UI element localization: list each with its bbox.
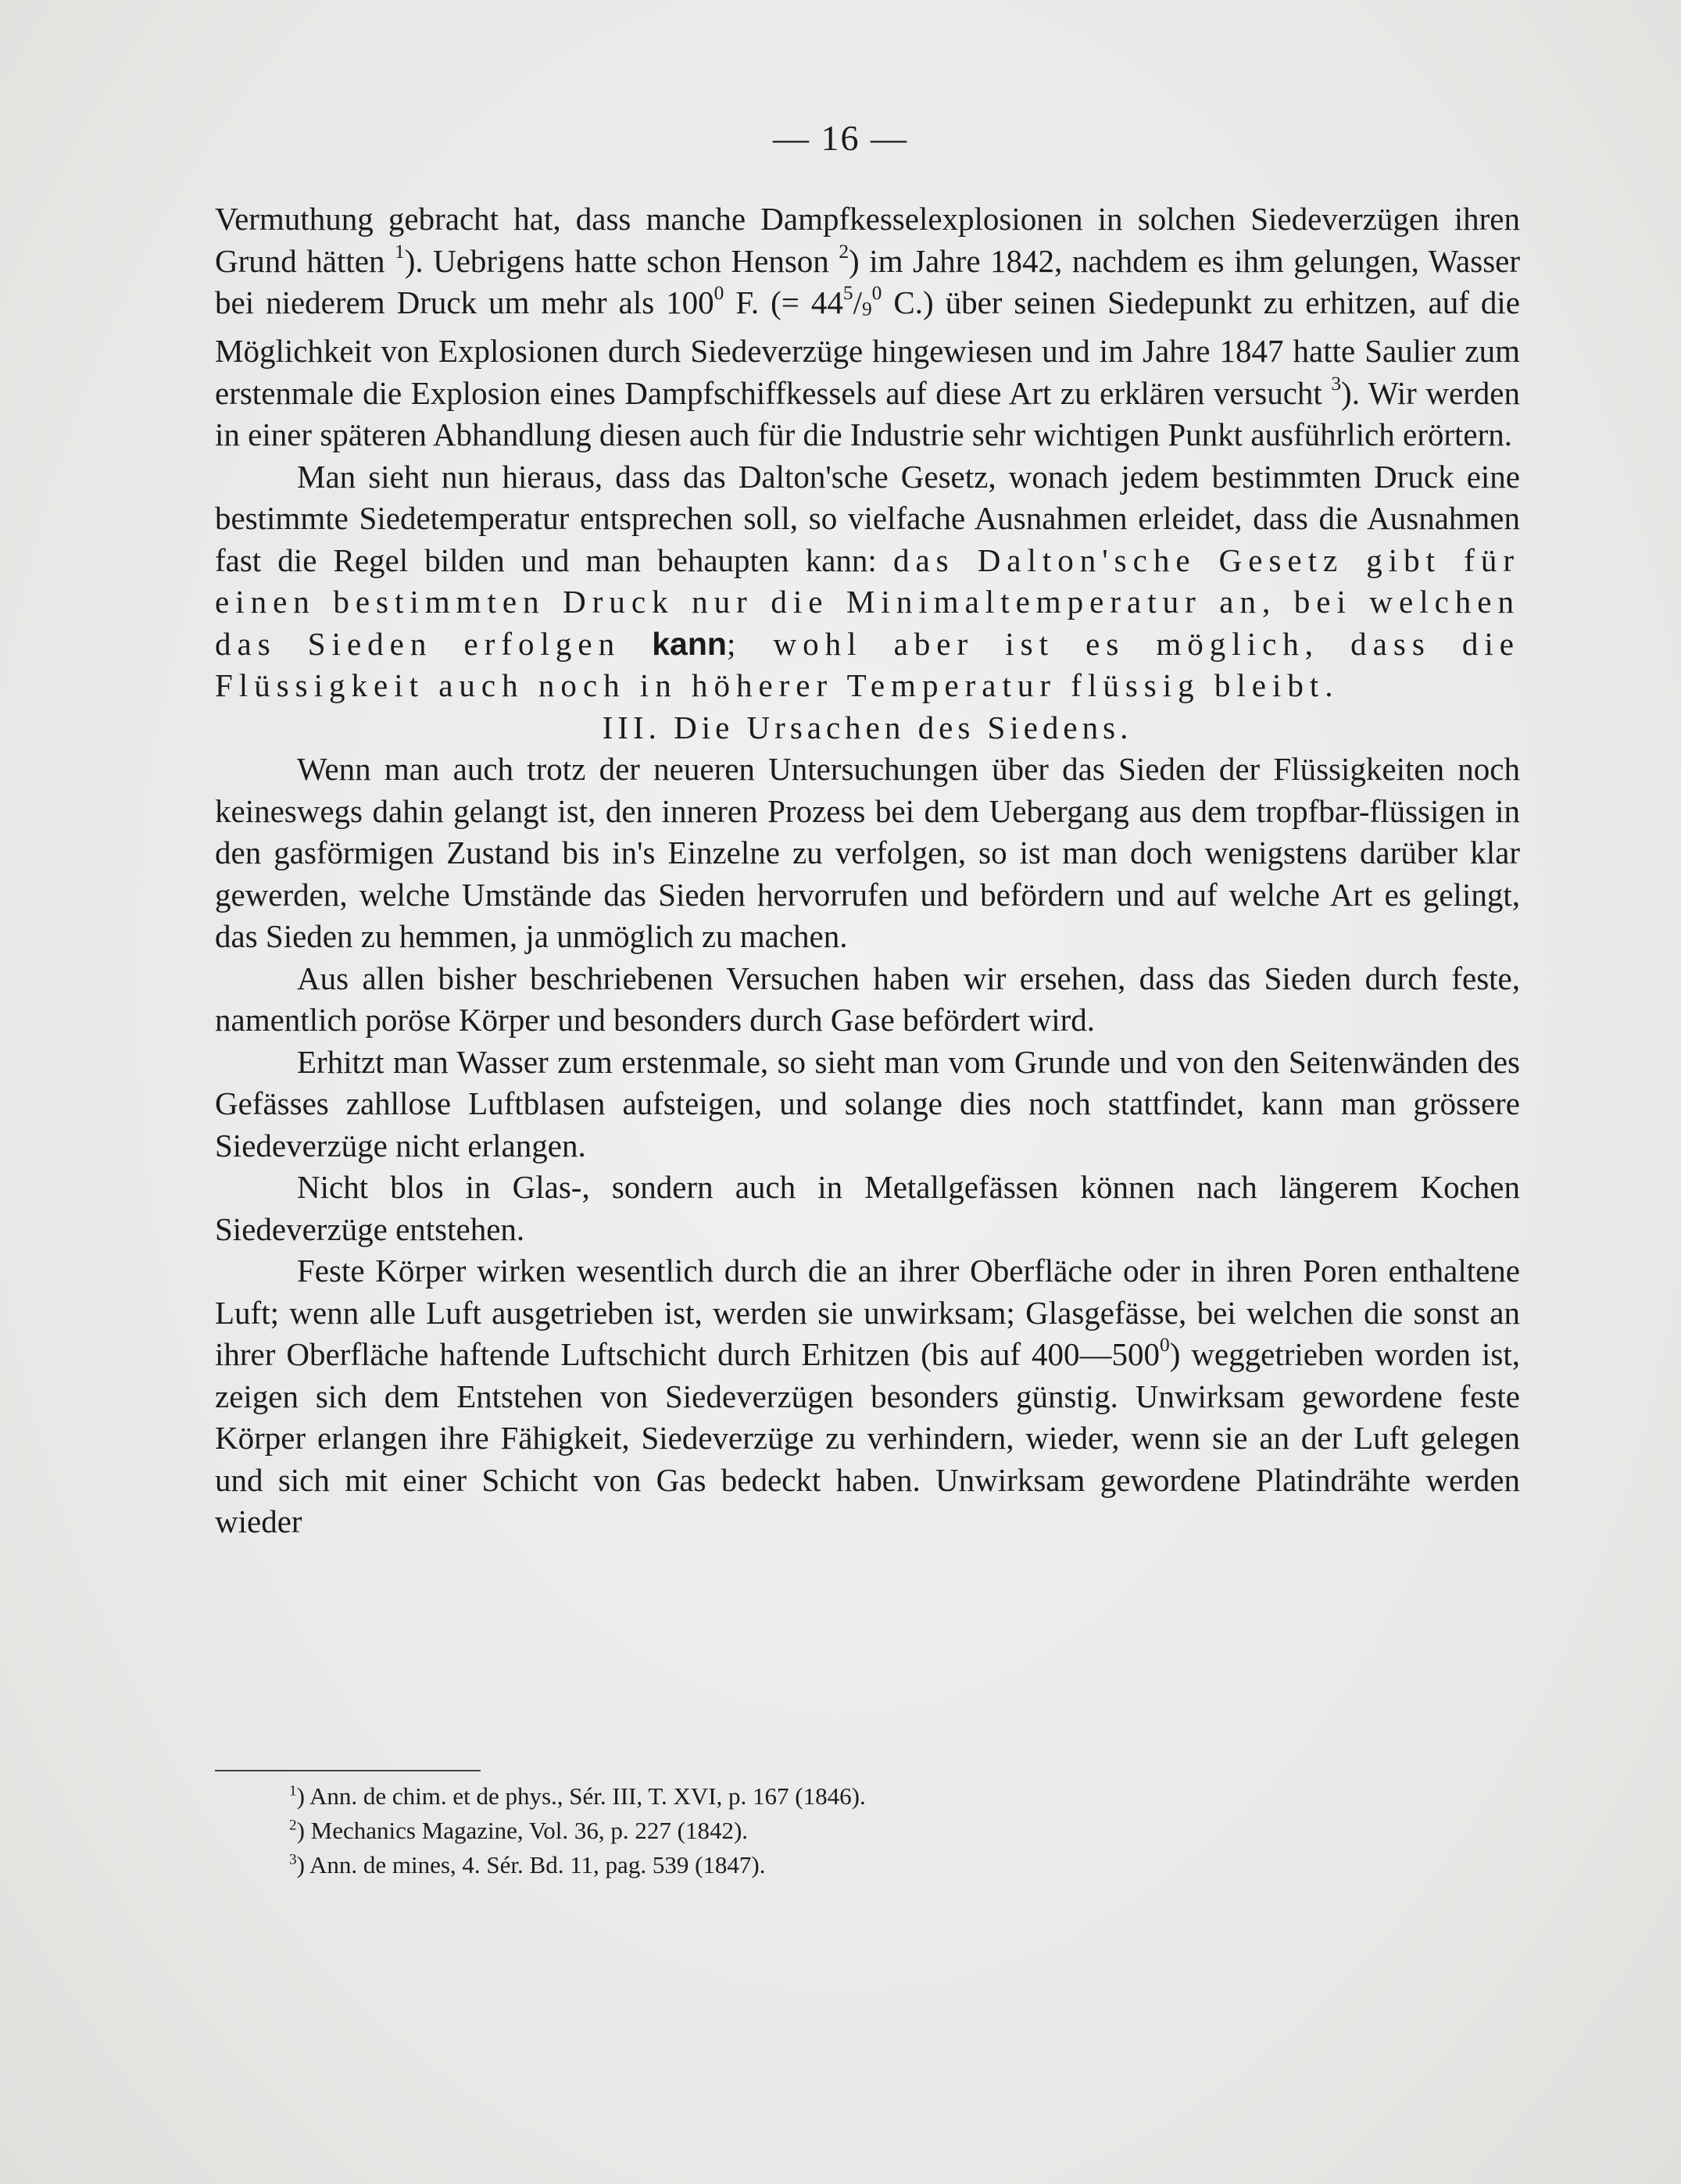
footnote-mark: 2 (289, 1817, 297, 1834)
spaced-text: ; wohl aber ist es möglich, dass die Flüssigkeit auch noch in höherer Temperatur flüssig bleibt. (215, 625, 1520, 704)
text-run: ). Uebrigens hatte schon Henson (404, 242, 839, 279)
paragraph (215, 1042, 1520, 1167)
paragraph (215, 958, 1520, 1042)
text-run: III. Die Ursachen des Siedens. (602, 709, 1133, 745)
bold-text: kann (652, 625, 727, 662)
footnote-mark: 3 (289, 1851, 297, 1868)
superscript: 1 (395, 240, 405, 263)
footnotes (289, 1779, 1305, 1882)
text-run: / (853, 284, 862, 320)
page-number: — 16 — (773, 118, 908, 158)
spaced-text: das Dalton'sche Gesetz gibt für einen bestimmten Druck nur die Minimaltemperatur an, bei welchen das Sieden erfolgen (215, 542, 1520, 662)
text-run: Erhitzt man Wasser zum erstenmale, so sieht man vom Grunde und von den Seitenwänden des Gefässes zahllose Luftblasen aufsteigen, und solange dies noch stattfindet, kann man grössere Siedeverzüge nicht erlangen. (215, 1043, 1520, 1163)
footnote-text: ) Ann. de mines, 4. Sér. Bd. 11, pag. 539 (1847). (296, 1851, 766, 1878)
text-run: Nicht blos in Glas-, sondern auch in Metallgefässen können nach längerem Kochen Siedeverzüge entstehen. (215, 1169, 1520, 1247)
section-heading (215, 707, 1520, 749)
footnote-text: ) Mechanics Magazine, Vol. 36, p. 227 (1842). (296, 1817, 749, 1844)
superscript: 3 (1331, 372, 1342, 395)
text-run: Vermuthung gebracht hat, dass manche Dampfkesselexplosionen in solchen Siedeverzügen ihren Grund hätten (215, 201, 1520, 279)
text-run: ) im Jahre 1842, nachdem es ihm gelungen, Wasser bei niederem Druck um mehr als 100 (215, 242, 1520, 320)
text-run: F. (= 44 (724, 284, 843, 320)
footnote-text: ) Ann. de chim. et de phys., Sér. III, T. XVI, p. 167 (1846). (296, 1782, 866, 1810)
footnote (289, 1779, 1305, 1814)
superscript: 0 (871, 282, 882, 305)
paragraph (215, 1167, 1520, 1250)
superscript: 0 (714, 282, 724, 305)
footnote (289, 1814, 1305, 1848)
subscript: 9 (861, 298, 872, 320)
footnote-divider (215, 1770, 481, 1771)
footnote-mark: 1 (289, 1782, 297, 1800)
paragraph (215, 749, 1520, 958)
footnote (289, 1848, 1305, 1882)
text-run: Feste Körper wirken wesentlich durch die an ihrer Oberfläche oder in ihren Poren enthaltene Luft; wenn alle Luft ausgetrieben ist, werden sie unwirksam; Glasgefässe, bei welchen die sonst an ihrer Oberfläche haftende Luftschicht durch Erhitzen (bis auf 400—500 (215, 1253, 1520, 1373)
text-run: Aus allen bisher beschriebenen Versuchen haben wir ersehen, dass das Sieden durch feste, namentlich poröse Körper und besonders durch Gase befördert wird. (215, 960, 1520, 1038)
text-run: Man sieht nun hieraus, dass das Dalton'sche Gesetz, wonach jedem bestimmten Druck eine bestimmte Siedetemperatur entsprechen soll, so vielfache Ausnahmen erleidet, dass die Ausnahmen fast die Regel bilden und man behaupten kann: (215, 458, 1520, 578)
body-text (215, 198, 1520, 1543)
superscript: 2 (839, 240, 849, 263)
text-run: C.) über seinen Siedepunkt zu erhitzen, auf die Möglichkeit von Explosionen durch Siedeverzüge hingewiesen und im Jahre 1847 hatte Saulier zum erstenmale die Explosion eines Dampfschiffkessels auf diese Art zu erklären versucht (215, 284, 1520, 411)
superscript: 5 (842, 282, 853, 305)
text-run: ) weggetrieben worden ist, zeigen sich dem Entstehen von Siedeverzügen besonders günstig. Unwirksam gewordene feste Körper erlangen ihre Fähigkeit, Siedeverzüge zu verhindern, wieder, wenn sie an der Luft gelegen und sich mit einer Schicht von Gas bedeckt haben. Unwirksam gewordene Platindrähte werden wieder (215, 1336, 1520, 1540)
text-run: ). Wir werden in einer späteren Abhandlung diesen auch für die Industrie sehr wichtigen Punkt ausführlich erörtern. (215, 374, 1520, 453)
paragraph (215, 456, 1520, 707)
superscript: 0 (1160, 1334, 1170, 1357)
paragraph (215, 198, 1520, 456)
paragraph (215, 1250, 1520, 1543)
text-run: Wenn man auch trotz der neueren Untersuchungen über das Sieden der Flüssigkeiten noch keineswegs dahin gelangt ist, den inneren Prozess bei dem Uebergang aus dem tropfbar-flüssigen in den gasförmigen Zustand bis in's Einzelne zu verfolgen, so ist man doch wenigstens darüber klar gewerden, welche Umstände das Sieden hervorrufen und befördern und auf welche Art es gelingt, das Sieden zu hemmen, ja unmöglich zu machen. (215, 751, 1520, 955)
